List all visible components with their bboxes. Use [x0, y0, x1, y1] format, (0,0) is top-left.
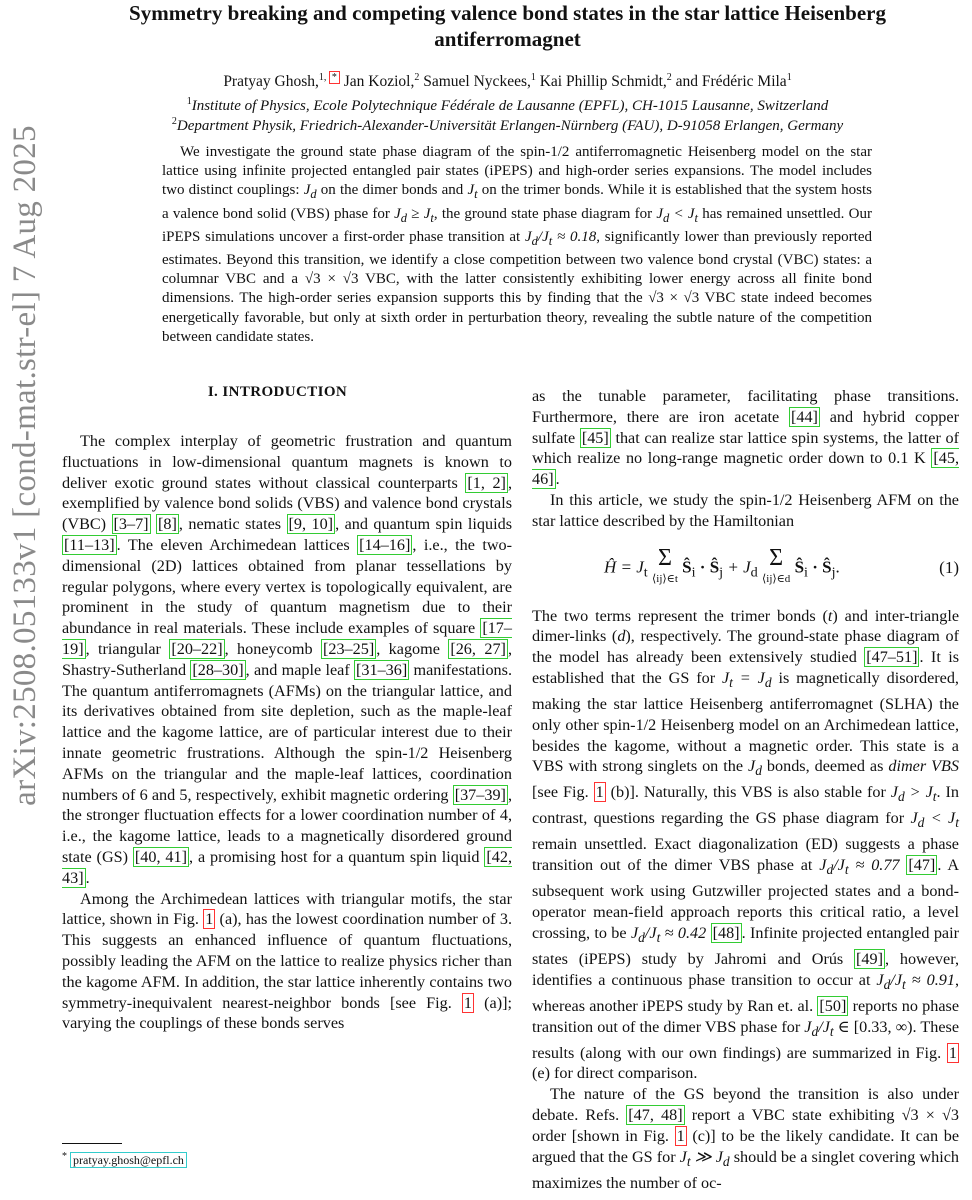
math-jd: $J_d$: [303, 182, 317, 202]
abstract: [162, 143, 872, 347]
citation-link[interactable]: [3–7]: [113, 515, 149, 534]
citation-link[interactable]: [48]: [712, 923, 740, 942]
affiliation-text: Institute of Physics, Ecole Polytechnique Fédérale de Lausanne (EPFL), CH-1015 Lausanne, Switzerland: [191, 98, 829, 114]
author-affil-mark: 2: [666, 72, 672, 83]
paper-title: Symmetry breaking and competing valence bond states in the star lattice Heisenberg antiferromagnet: [129, 1, 886, 51]
citation-link[interactable]: [14–16]: [359, 535, 411, 554]
intro-paragraph-5: The two terms represent the trimer bonds (t) and inter-triangle dimer-links (d), respectively. The ground-state phase diagram of the model has already been extensively studied [47–51] . It is established that the GS for $J_t = J_d$ is magnetically disordered, making the star lattice Heisenberg antiferromagnet (SLHA) the only other spin-1/2 Heisenberg model on an Archimedean lattice, besides the kagome, without a magnetic order. This state is a VBS with strong singlets on the $J_d$ bonds, deemed as dimer VBS [see Fig. 1 (b)]. Naturally, this VBS is also stable for $J_d > J_t$. In contrast, questions regarding the GS phase diagram for $J_d < J_t$ remain unsettled. Exact diagonalization (ED) suggests a phase transition out of the dimer VBS phase at $J_d/J_t \approx 0.77$ [47] . A subsequent work using Gutzwiller projected states and a bond-operator mean-field approach reports this critical ratio, a level crossing, to be $J_d/J_t \approx 0.42$ [48] . Infinite projected entangled pair states (iPEPS) study by Jahromi and Orús [49] , however, identifies a continuous phase transition to occur at $J_d/J_t \approx 0.91$, whereas another iPEPS study by Ran et. al. [50] reports no phase transition out of the dimer VBS phase for $J_d/J_t$ ∈ [0.33, ∞). These results (along with our own findings) are summarized in Fig. 1 (e) for direct comparison.: [532, 606, 960, 1083]
author-affil-mark: 1,: [318, 72, 329, 83]
abstract-text: VBC, with the latter consistently exhibiting lower energy across all finite bond dimensions. The high-order series expansion supports this by finding that the: [162, 271, 872, 307]
abstract-text: on the dimer bonds and: [316, 182, 468, 199]
citation-link[interactable]: [47, 48]: [628, 1105, 683, 1124]
math-sqrt3: √3 × √3: [304, 271, 359, 288]
author-affil-mark: 1: [530, 72, 536, 83]
author-name: Jan Koziol,: [339, 73, 415, 91]
abstract-text: , significantly lower than previously reported estimates. Beyond this transition, we identify a close competition between two valence bond crystal (VBC) states: a columnar VBC and a: [162, 228, 873, 288]
figure-link[interactable]: 1: [205, 910, 214, 929]
affiliation-number: 1: [186, 96, 192, 107]
citation-link[interactable]: [9, 10]: [288, 515, 334, 534]
math-jd-lt-jt: $J_d < J_t$: [656, 205, 699, 225]
citation-link[interactable]: [23–25]: [322, 639, 375, 658]
intro-paragraph-4: In this article, we study the spin-1/2 Heisenberg AFM on the star lattice described by the Hamiltonian: [532, 490, 959, 530]
affiliation-number: 2: [171, 116, 177, 127]
footnote-divider: [62, 1143, 122, 1144]
math-jd-geq-jt: $J_d \ge J_t$: [394, 205, 434, 225]
figure-link[interactable]: 1: [948, 1043, 957, 1062]
equation-number: (1): [939, 558, 959, 578]
author-name: Kai Phillip Schmidt,: [535, 73, 667, 91]
abstract-text: on the trimer bonds. While it is established that the system hosts a valence bond solid (VBS) phase for: [162, 182, 872, 222]
equation-body: Ĥ = $J_t$ Σ ⟨ij⟩∈t $Ŝ_i$ · $Ŝ_j + J_d$ Σ ⟨ij⟩∈d $Ŝ_i$ · $Ŝ_j$.: [604, 545, 840, 586]
affiliation-2: [55, 113, 960, 135]
arxiv-stamp: [0, 124, 50, 806]
citation-link[interactable]: [20–22]: [171, 639, 223, 658]
abstract-text: has remained unsettled. Our iPEPS simulations uncover a first-order phase transition at: [162, 205, 872, 245]
citation-link[interactable]: [31–36]: [356, 660, 408, 679]
author-affil-mark: 1: [786, 72, 792, 83]
section-heading-introduction: I. INTRODUCTION: [207, 384, 348, 400]
citation-link[interactable]: [8]: [158, 515, 177, 534]
intro-paragraph-2: Among the Archimedean lattices with triangular motifs, the star lattice, shown in Fig. 1 (a), has the lowest coordination number of 3. This suggests an enhanced influence of quantum fluctuations, possibly leading the AFM on the lattice to realize physics richer than the kagome AFM. In addition, the star lattice inherently contains two symmetry-inequivalent nearest-neighbor bonds [see Fig. 1 (a)]; varying the couplings of these bonds serves: [62, 889, 512, 1033]
citation-link[interactable]: [45, 46]: [532, 449, 959, 489]
author-name: Samuel Nyckees,: [419, 73, 531, 91]
citation-link[interactable]: [42, 43]: [62, 847, 512, 887]
author-name: and Frédéric Mila: [671, 73, 787, 91]
citation-link[interactable]: [49]: [856, 949, 884, 968]
intro-paragraph-3: as the tunable parameter, facilitating phase transitions. Furthermore, there are iron acetate [44] and hybrid copper sulfate [45] that can realize star lattice spin systems, the latter of which realize no long-range magnetic order down to 0.1 K [45, 46] .: [532, 387, 959, 489]
author-affil-mark: 2: [414, 72, 420, 83]
abstract-text: , the ground state phase diagram for: [433, 205, 657, 222]
citation-link[interactable]: [50]: [819, 996, 847, 1015]
hamiltonian-equation: [532, 532, 959, 606]
math-sqrt3: √3 × √3: [901, 1105, 959, 1124]
citation-link[interactable]: [26, 27]: [450, 639, 506, 658]
abstract-text: We investigate the ground state phase diagram of the spin-1/2 antiferromagnetic Heisenberg model on the star lattice using infinite projected entangled pair states (iPEPS) and high-order series expansions. The model includes two distinct couplings:: [162, 144, 872, 199]
author-list: [55, 68, 960, 92]
citation-link[interactable]: [47–51]: [866, 648, 918, 667]
citation-link[interactable]: [11–13]: [64, 535, 115, 554]
footnote: [62, 1151, 187, 1168]
right-column: [532, 386, 959, 1193]
intro-paragraph-6: The nature of the GS beyond the transition is also under debate. Refs. [47, 48] report a VBC state exhibiting √3 × √3 order [shown in Fig. 1 (c)] to be the likely candidate. It can be argued that the GS for $J_t$ ≫ $J_d$ should be a singlet covering which maximizes the number of oc-: [532, 1085, 960, 1192]
abstract-text: VBC state indeed becomes energetically favorable, but only at sixth order in perturbation theory, revealing the subtle nature of the competition between candidate states.: [162, 290, 872, 345]
math-jt: $J_t$: [467, 182, 478, 202]
figure-link[interactable]: 1: [463, 993, 473, 1012]
author-name: Pratyay Ghosh,: [223, 73, 319, 91]
citation-link[interactable]: [28–30]: [192, 660, 244, 679]
figure-link[interactable]: 1: [676, 1126, 685, 1145]
left-column: [62, 431, 512, 1034]
citation-link[interactable]: [40, 41]: [134, 847, 188, 866]
math-ratio: $J_d/J_t \approx 0.18$: [524, 228, 597, 248]
citation-link[interactable]: [17–19]: [62, 619, 512, 658]
arxiv-stamp-text: arXiv:2508.05133v1 [cond-mat.str-el] 7 Aug 2025: [6, 124, 43, 806]
affiliation-text: Department Physik, Friedrich-Alexander-Universität Erlangen-Nürnberg (FAU), D-91058 Erlangen, Germany: [176, 118, 844, 134]
figure-link[interactable]: 1: [595, 783, 604, 802]
author-email-link[interactable]: pratyay.ghosh@epfl.ch: [70, 1152, 187, 1168]
affiliation-1: [55, 93, 960, 115]
corresponding-author-link[interactable]: *: [329, 71, 340, 84]
citation-link[interactable]: [44]: [790, 407, 818, 426]
citation-link[interactable]: [37–39]: [454, 785, 506, 804]
citation-link[interactable]: [45]: [581, 428, 609, 447]
footnote-mark: *: [62, 1151, 67, 1162]
citation-link[interactable]: [1, 2]: [467, 473, 506, 492]
citation-link[interactable]: [47]: [908, 856, 936, 875]
intro-paragraph-1: The complex interplay of geometric frustration and quantum fluctuations in low-dimensional quantum magnets is known to deliver exotic ground states without classical counterparts [1, 2] , exemplified by valence bond solids (VBS) and valence bond crystals (VBC) [3–7] [8] , nematic states [9, 10] , and quantum spin liquids [11–13] . The eleven Archimedean lattices [14–16] , i.e., the two-dimensional (2D) lattices obtained from planar tessellations by regular polygons, where every vertex is topologically equivalent, are prominent in the study of quantum magnetism due to their abundance in real materials. These include examples of square [17–19] , triangular [20–22] , honeycomb [23–25] , kagome [26, 27] , Shastry-Sutherland [28–30] , and maple leaf [31–36] manifestations. The quantum antiferromagnets (AFMs) on the triangular lattice, and its derivatives obtained from site depletion, such as the maple-leaf lattice and the kagome lattice, are of particular interest due to their innate geometric frustrations. Although the spin-1/2 Heisenberg AFMs on the triangular and the maple-leaf lattices, coordination numbers of 6 and 5, respectively, exhibit magnetic ordering [37–39] , the stronger fluctuation effects for a lower coordination number of 4, i.e., the kagome lattice, leads to a magnetically disordered ground state (GS) [40, 41] , a promising host for a quantum spin liquid [42, 43] .: [62, 432, 513, 887]
math-sqrt3: √3 × √3: [648, 290, 700, 307]
